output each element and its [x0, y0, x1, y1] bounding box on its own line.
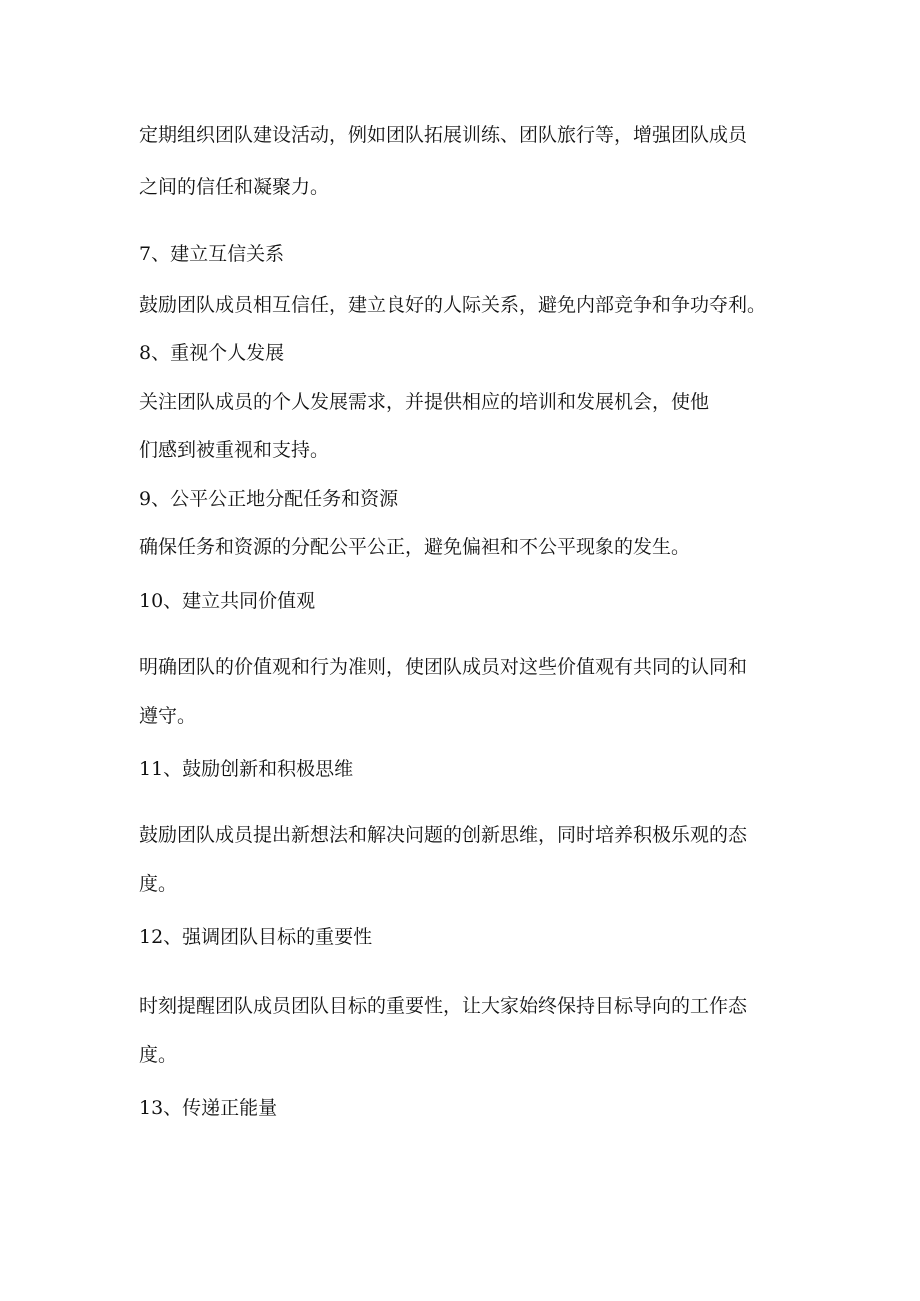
section-heading: 8、重视个人发展 — [139, 342, 285, 364]
section-heading: 11、鼓励创新和积极思维 — [139, 758, 354, 780]
section-heading: 12、强调团队目标的重要性 — [139, 926, 373, 948]
paragraph-line: 遵守。 — [139, 705, 197, 727]
paragraph-line: 之间的信任和凝聚力。 — [139, 176, 330, 198]
paragraph-line: 定期组织团队建设活动，例如团队拓展训练、团队旅行等，增强团队成员 — [139, 124, 748, 146]
paragraph-line: 关注团队成员的个人发展需求，并提供相应的培训和发展机会，使他 — [139, 391, 710, 413]
paragraph-line: 时刻提醒团队成员团队目标的重要性，让大家始终保持目标导向的工作态 — [139, 995, 748, 1017]
paragraph-line: 确保任务和资源的分配公平公正，避免偏袒和不公平现象的发生。 — [139, 536, 691, 558]
paragraph-line: 们感到被重视和支持。 — [139, 439, 330, 461]
section-heading: 9、公平公正地分配任务和资源 — [139, 488, 399, 510]
section-heading: 13、传递正能量 — [139, 1097, 278, 1119]
paragraph-line: 明确团队的价值观和行为准则，使团队成员对这些价值观有共同的认同和 — [139, 656, 748, 678]
paragraph-line: 鼓励团队成员相互信任，建立良好的人际关系，避免内部竞争和争功夺利。 — [139, 294, 767, 316]
paragraph-line: 鼓励团队成员提出新想法和解决问题的创新思维，同时培养积极乐观的态 — [139, 824, 748, 846]
section-heading: 10、建立共同价值观 — [139, 590, 316, 612]
section-heading: 7、建立互信关系 — [139, 243, 285, 265]
paragraph-line: 度。 — [139, 1044, 178, 1066]
paragraph-line: 度。 — [139, 873, 178, 895]
